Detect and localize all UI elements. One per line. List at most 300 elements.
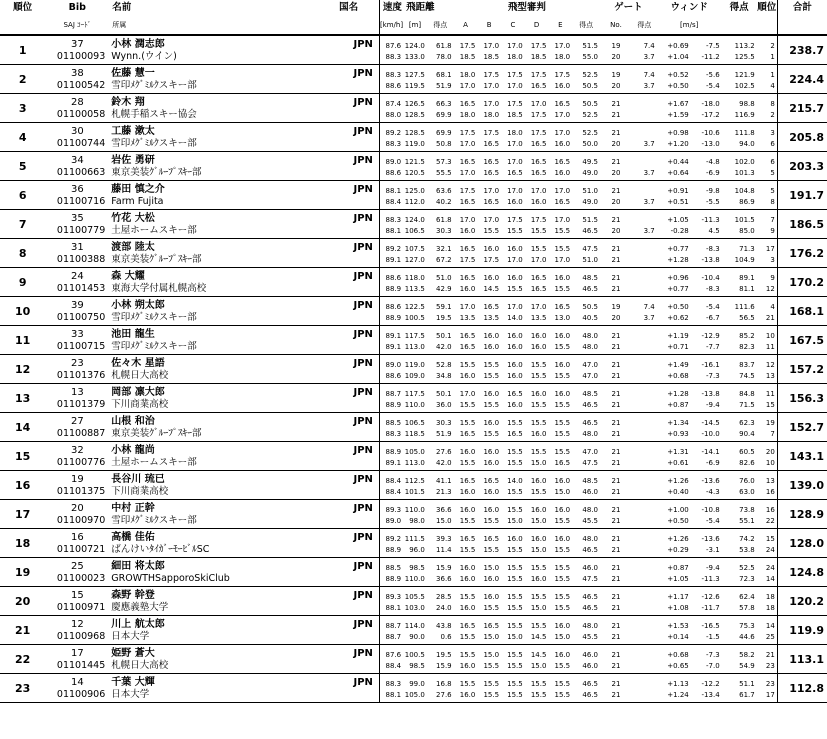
- dist-cell: 98.5: [403, 659, 427, 674]
- nation-cell: JPN: [353, 387, 373, 398]
- judge-d-cell: 15.5: [530, 419, 547, 427]
- gate-pts-cell: [632, 471, 657, 486]
- club-cell: Wynn.(ウイン): [109, 50, 336, 65]
- speed-cell: 89.0: [379, 355, 403, 370]
- judge-pts-cell: 48.0: [582, 535, 599, 543]
- wind-pts-cell: -10.0: [691, 427, 722, 442]
- club-cell: 慶應義塾大学: [109, 601, 336, 616]
- round-pos-cell: 24: [757, 543, 778, 558]
- round-pos-cell: 18: [765, 593, 775, 601]
- judge-e-cell: 16.0: [554, 477, 571, 485]
- dist-pts-cell: 15.9: [427, 659, 454, 674]
- gate-no-cell: 21: [611, 158, 621, 166]
- wind-ms-cell: +0.91: [667, 187, 689, 195]
- judge-b-cell: 16.5: [483, 535, 500, 543]
- judge-e-cell: 15.5: [554, 448, 571, 456]
- judge-a-cell: 15.5: [454, 514, 478, 529]
- dist-cell: 106.5: [404, 419, 425, 427]
- dist-cell: 119.0: [403, 137, 427, 152]
- judge-pts-cell: 48.0: [582, 332, 599, 340]
- judge-d-cell: 16.5: [530, 274, 547, 282]
- saj-code-cell: 01100887: [45, 427, 109, 442]
- header-row-sub: [0, 16, 827, 35]
- judge-c-cell: 17.5: [507, 71, 523, 79]
- judge-c-cell: 18.0: [507, 129, 523, 137]
- round-pos-cell: 21: [757, 311, 778, 326]
- wind-ms-cell: +0.40: [657, 485, 691, 500]
- judge-c-cell: 16.5: [507, 390, 523, 398]
- wind-pts-cell: -11.3: [691, 572, 722, 587]
- round-pts-cell: 57.8: [722, 601, 757, 616]
- round-pos-cell: 6: [757, 137, 778, 152]
- judge-c-cell: 15.5: [501, 543, 525, 558]
- header-gate: ゲート: [614, 2, 643, 14]
- total-score: 168.1: [777, 297, 827, 326]
- judge-e-cell: 17.0: [548, 108, 572, 123]
- dist-pts-cell: 67.2: [427, 253, 454, 268]
- speed-cell: 89.1: [379, 253, 403, 268]
- judge-a-cell: 16.0: [454, 601, 478, 616]
- round-pos-cell: 13: [765, 477, 775, 485]
- judge-a-cell: 17.5: [454, 253, 478, 268]
- gate-pts-cell: [632, 268, 657, 283]
- judge-e-cell: 16.0: [554, 535, 571, 543]
- nation-cell: JPN: [353, 416, 373, 427]
- gate-pts-cell: [632, 529, 657, 544]
- wind-ms-cell: +0.71: [657, 340, 691, 355]
- gate-no-cell: 19: [611, 303, 621, 311]
- bib-cell: 39: [70, 300, 84, 311]
- wind-pts-cell: -11.7: [691, 601, 722, 616]
- dist-cell: 120.5: [403, 166, 427, 181]
- table-row: [0, 572, 827, 587]
- header-judge-pts: 得点: [572, 16, 600, 35]
- speed-cell: 88.1: [379, 688, 403, 703]
- judge-c-cell: 15.5: [501, 659, 525, 674]
- round-pts-cell: 101.5: [734, 216, 755, 224]
- gate-pts-cell: [632, 340, 657, 355]
- gate-no-cell: 21: [600, 572, 632, 587]
- dist-pts-cell: 0.6: [427, 630, 454, 645]
- total-score: 167.5: [777, 326, 827, 355]
- dist-pts-cell: 43.8: [436, 622, 452, 630]
- judge-b-cell: 16.5: [483, 477, 500, 485]
- nation-cell: JPN: [353, 68, 373, 79]
- saj-code-cell: 01100906: [45, 688, 109, 703]
- round-pos-cell: 18: [757, 601, 778, 616]
- dist-pts-cell: 30.3: [427, 224, 454, 239]
- wind-ms-cell: +0.51: [657, 195, 691, 210]
- round-pos-cell: 1: [757, 50, 778, 65]
- gate-no-cell: 21: [600, 514, 632, 529]
- judge-c-cell: 14.0: [501, 311, 525, 326]
- table-row: [0, 413, 827, 428]
- round-pos-cell: 25: [757, 630, 778, 645]
- judge-a-cell: 17.0: [454, 137, 478, 152]
- judge-b-cell: 17.0: [483, 100, 500, 108]
- dist-pts-cell: 61.8: [436, 42, 452, 50]
- judge-pts-cell: 48.5: [582, 274, 599, 282]
- judge-d-cell: 16.0: [530, 535, 547, 543]
- rank-cell: 21: [0, 616, 45, 645]
- judge-b-cell: 16.5: [477, 166, 501, 181]
- header-sub-blank-4: [757, 16, 778, 35]
- table-row: [0, 645, 827, 660]
- dist-cell: 98.0: [403, 514, 427, 529]
- round-pos-cell: 15: [757, 398, 778, 413]
- speed-cell: 88.3: [379, 137, 403, 152]
- wind-ms-cell: +0.87: [667, 564, 689, 572]
- bib-cell: 28: [70, 97, 84, 108]
- speed-cell: 89.3: [379, 500, 403, 515]
- judge-c-cell: 16.5: [501, 427, 525, 442]
- rank-cell: 22: [0, 645, 45, 674]
- wind-ms-cell: +1.00: [667, 506, 689, 514]
- judge-pts-cell: 51.5: [582, 216, 599, 224]
- judge-pts-cell: 48.0: [582, 622, 599, 630]
- rank-cell: 19: [0, 558, 45, 587]
- gate-pts-cell: 3.7: [632, 79, 657, 94]
- dist-cell: 128.5: [404, 129, 425, 137]
- saj-code-cell: 01100715: [45, 340, 109, 355]
- nation-cell: JPN: [353, 532, 373, 543]
- rank-cell: 7: [0, 210, 45, 239]
- judge-e-cell: 17.0: [548, 253, 572, 268]
- round-pos-cell: 10: [765, 332, 775, 340]
- round-pts-cell: 75.3: [739, 622, 755, 630]
- judge-e-cell: 15.5: [548, 340, 572, 355]
- judge-d-cell: 15.5: [530, 361, 547, 369]
- dist-pts-cell: 42.0: [427, 456, 454, 471]
- nation-blank: [336, 630, 379, 645]
- wind-pts-cell: -5.4: [691, 79, 722, 94]
- club-cell: 札幌日大高校: [109, 659, 336, 674]
- judge-a-cell: 17.0: [459, 303, 476, 311]
- judge-d-cell: 15.5: [525, 688, 549, 703]
- header-judge-c: C: [501, 16, 525, 35]
- judge-c-cell: 15.5: [507, 651, 523, 659]
- judge-pts-cell: 46.5: [582, 419, 599, 427]
- nation-cell: JPN: [353, 242, 373, 253]
- nation-blank: [336, 311, 379, 326]
- judge-c-cell: 15.0: [501, 630, 525, 645]
- judge-a-cell: 16.5: [454, 340, 478, 355]
- dist-pts-cell: 55.5: [427, 166, 454, 181]
- judge-b-cell: 16.0: [483, 390, 500, 398]
- judge-pts-cell: 51.5: [582, 42, 599, 50]
- wind-ms-cell: +0.77: [667, 245, 689, 253]
- judge-c-cell: 17.5: [507, 216, 523, 224]
- judge-e-cell: 16.0: [554, 390, 571, 398]
- round-pts-cell: 53.8: [722, 543, 757, 558]
- round-pts-cell: 63.0: [722, 485, 757, 500]
- round-pos-cell: 1: [770, 71, 775, 79]
- judge-d-cell: 16.0: [525, 340, 549, 355]
- judge-d-cell: 16.5: [525, 137, 549, 152]
- rank-cell: 14: [0, 413, 45, 442]
- wind-pts-cell: -9.4: [691, 398, 722, 413]
- wind-pts-cell: -9.8: [705, 187, 720, 195]
- dist-pts-cell: 24.0: [427, 601, 454, 616]
- nation-blank: [336, 514, 379, 529]
- dist-cell: 112.5: [404, 477, 425, 485]
- header-position: 順位: [757, 2, 777, 14]
- rank-cell: 11: [0, 326, 45, 355]
- wind-ms-cell: +1.17: [667, 593, 689, 601]
- dist-pts-cell: 36.6: [436, 506, 452, 514]
- judge-pts-cell: 50.5: [582, 303, 599, 311]
- total-score: 120.2: [777, 587, 827, 616]
- dist-cell: 110.0: [403, 572, 427, 587]
- round-pos-cell: 2: [757, 108, 778, 123]
- gate-no-cell: 21: [611, 419, 621, 427]
- bib-cell: 15: [70, 590, 84, 601]
- dist-pts-cell: 19.5: [427, 311, 454, 326]
- table-row: [0, 384, 827, 399]
- gate-no-cell: 20: [600, 166, 632, 181]
- round-pts-cell: 55.1: [722, 514, 757, 529]
- judge-d-cell: 15.5: [530, 622, 547, 630]
- judge-e-cell: 16.0: [548, 166, 572, 181]
- judge-d-cell: 18.5: [525, 50, 549, 65]
- judge-a-cell: 16.5: [454, 427, 478, 442]
- judge-d-cell: 16.0: [530, 506, 547, 514]
- speed-cell: 89.2: [379, 239, 403, 254]
- wind-ms-cell: +1.67: [667, 100, 689, 108]
- judge-b-cell: 16.0: [483, 332, 500, 340]
- round-pts-cell: 121.9: [734, 71, 755, 79]
- saj-code-cell: 01100776: [45, 456, 109, 471]
- header-bib: Bib: [68, 2, 86, 14]
- judge-d-cell: 15.5: [530, 448, 547, 456]
- bib-cell: 35: [70, 213, 84, 224]
- table-row: [0, 326, 827, 341]
- speed-cell: 88.9: [379, 311, 403, 326]
- dist-pts-cell: 39.3: [436, 535, 452, 543]
- judge-d-cell: 16.0: [530, 332, 547, 340]
- gate-no-cell: 21: [611, 274, 621, 282]
- judge-d-cell: 17.0: [530, 187, 547, 195]
- table-row: [0, 35, 827, 50]
- club-cell: Farm Fujita: [109, 195, 336, 210]
- judge-pts-cell: 50.5: [572, 79, 600, 94]
- gate-pts-cell: [632, 587, 657, 602]
- nation-blank: [336, 398, 379, 413]
- club-cell: 土屋ホームスキー部: [109, 224, 336, 239]
- judge-a-cell: 16.0: [454, 282, 478, 297]
- saj-code-cell: 01100058: [45, 108, 109, 123]
- nation-blank: [336, 456, 379, 471]
- nation-cell: JPN: [353, 561, 373, 572]
- judge-b-cell: 13.5: [477, 311, 501, 326]
- judge-pts-cell: 47.5: [582, 245, 599, 253]
- judge-d-cell: 15.5: [530, 564, 547, 572]
- saj-code-cell: 01100388: [45, 253, 109, 268]
- gate-pts-cell: [632, 601, 657, 616]
- bib-cell: 31: [70, 242, 84, 253]
- judge-d-cell: 16.0: [525, 572, 549, 587]
- gate-pts-cell: [632, 456, 657, 471]
- header-m: [m]: [403, 16, 427, 35]
- speed-cell: 87.6: [379, 35, 403, 50]
- speed-cell: 89.2: [379, 529, 403, 544]
- gate-pts-cell: 3.7: [632, 224, 657, 239]
- judge-b-cell: 16.0: [483, 593, 500, 601]
- round-pos-cell: 16: [757, 485, 778, 500]
- wind-pts-cell: -5.4: [705, 303, 720, 311]
- wind-ms-cell: +0.93: [657, 427, 691, 442]
- nation-cell: JPN: [353, 329, 373, 340]
- gate-pts-cell: 3.7: [632, 311, 657, 326]
- judge-e-cell: 15.5: [548, 543, 572, 558]
- rank-cell: 20: [0, 587, 45, 616]
- table-row: [0, 137, 827, 152]
- saj-code-cell: 01101453: [45, 282, 109, 297]
- header-sub-blank-3: [722, 16, 757, 35]
- dist-cell: 114.0: [404, 622, 425, 630]
- judge-e-cell: 17.0: [554, 129, 571, 137]
- athlete-name: 山根 和治: [111, 416, 155, 427]
- judge-pts-cell: 48.0: [572, 340, 600, 355]
- wind-ms-cell: +1.28: [657, 253, 691, 268]
- dist-pts-cell: 50.1: [436, 332, 452, 340]
- speed-cell: 88.5: [379, 558, 403, 573]
- judge-e-cell: 15.5: [548, 514, 572, 529]
- club-cell: 日本大学: [109, 688, 336, 703]
- club-cell: GROWTHSapporoSkiClub: [109, 572, 336, 587]
- round-pts-cell: 71.3: [739, 245, 755, 253]
- judge-d-cell: 15.0: [525, 659, 549, 674]
- nation-blank: [336, 108, 379, 123]
- gate-pts-cell: [632, 108, 657, 123]
- gate-pts-cell: [632, 572, 657, 587]
- round-pts-cell: 54.9: [722, 659, 757, 674]
- judge-a-cell: 16.5: [459, 332, 476, 340]
- bib-cell: 13: [70, 387, 84, 398]
- rank-cell: 4: [0, 123, 45, 152]
- wind-ms-cell: +1.05: [657, 572, 691, 587]
- club-cell: 東京美装ｸﾞﾙｰﾌﾟｽｷｰ部: [109, 427, 336, 442]
- gate-no-cell: 21: [611, 361, 621, 369]
- wind-ms-cell: +0.61: [657, 456, 691, 471]
- dist-cell: 112.0: [403, 195, 427, 210]
- saj-code-cell: 01100721: [45, 543, 109, 558]
- header-gate-pts: 得点: [632, 16, 657, 35]
- judge-a-cell: 15.5: [454, 543, 478, 558]
- wind-pts-cell: -8.3: [705, 245, 720, 253]
- nation-blank: [336, 543, 379, 558]
- judge-c-cell: 14.0: [507, 477, 523, 485]
- wind-pts-cell: -4.3: [691, 485, 722, 500]
- judge-e-cell: 15.5: [548, 601, 572, 616]
- judge-d-cell: 15.5: [525, 398, 549, 413]
- table-row: [0, 210, 827, 225]
- gate-pts-cell: 7.4: [643, 71, 655, 79]
- table-row: [0, 108, 827, 123]
- wind-pts-cell: -14.5: [701, 419, 720, 427]
- speed-cell: 88.9: [379, 442, 403, 457]
- round-pts-cell: 60.5: [739, 448, 755, 456]
- athlete-name: 小林 龍尚: [111, 445, 155, 456]
- wind-ms-cell: +0.77: [657, 282, 691, 297]
- athlete-name: 工藤 漱太: [111, 126, 155, 137]
- gate-no-cell: 21: [600, 543, 632, 558]
- dist-pts-cell: 52.8: [436, 361, 452, 369]
- dist-cell: 99.0: [409, 680, 425, 688]
- judge-b-cell: 18.0: [477, 108, 501, 123]
- athlete-name: 細田 将太郎: [111, 561, 165, 572]
- round-pos-cell: 2: [770, 42, 775, 50]
- club-cell: 下川商業高校: [109, 398, 336, 413]
- judge-d-cell: 16.5: [530, 158, 547, 166]
- judge-pts-cell: 48.5: [582, 477, 599, 485]
- rank-cell: 2: [0, 65, 45, 94]
- judge-e-cell: 17.5: [554, 71, 571, 79]
- judge-d-cell: 13.5: [525, 311, 549, 326]
- round-pts-cell: 81.1: [722, 282, 757, 297]
- judge-d-cell: 15.5: [525, 224, 549, 239]
- wind-ms-cell: +0.65: [657, 659, 691, 674]
- gate-no-cell: 20: [600, 195, 632, 210]
- judge-d-cell: 15.0: [525, 601, 549, 616]
- table-row: [0, 500, 827, 515]
- judge-a-cell: 15.5: [454, 630, 478, 645]
- judge-a-cell: 15.5: [459, 593, 476, 601]
- judge-e-cell: 15.5: [554, 245, 571, 253]
- round-pts-cell: 74.5: [722, 369, 757, 384]
- judge-c-cell: 16.0: [501, 398, 525, 413]
- table-row: [0, 630, 827, 645]
- speed-cell: 89.2: [379, 123, 403, 138]
- judge-a-cell: 16.0: [459, 506, 476, 514]
- saj-code-cell: 01100023: [45, 572, 109, 587]
- judge-d-cell: 15.5: [530, 245, 547, 253]
- speed-cell: 88.7: [379, 384, 403, 399]
- judge-d-cell: 17.5: [530, 216, 547, 224]
- dist-cell: 119.5: [403, 79, 427, 94]
- nation-blank: [336, 137, 379, 152]
- speed-cell: 88.7: [379, 616, 403, 631]
- wind-pts-cell: -12.2: [701, 680, 720, 688]
- dist-cell: 96.0: [403, 543, 427, 558]
- dist-cell: 103.0: [403, 601, 427, 616]
- judge-pts-cell: 45.5: [572, 514, 600, 529]
- judge-b-cell: 16.5: [483, 158, 500, 166]
- judge-c-cell: 16.0: [507, 361, 523, 369]
- dist-pts-cell: 27.6: [427, 688, 454, 703]
- saj-code-cell: 01100542: [45, 79, 109, 94]
- judge-b-cell: 18.5: [477, 50, 501, 65]
- judge-pts-cell: 46.0: [582, 651, 599, 659]
- bib-cell: 34: [70, 155, 84, 166]
- athlete-name: 小林 朔太郎: [111, 300, 165, 311]
- judge-a-cell: 16.0: [454, 659, 478, 674]
- bib-cell: 25: [70, 561, 84, 572]
- judge-pts-cell: 45.5: [572, 630, 600, 645]
- athlete-name: 高橋 佳佑: [111, 532, 155, 543]
- wind-ms-cell: +1.59: [657, 108, 691, 123]
- speed-cell: 88.6: [379, 297, 403, 312]
- gate-no-cell: 21: [611, 332, 621, 340]
- athlete-name: 鈴木 翔: [111, 97, 145, 108]
- wind-ms-cell: +1.34: [667, 419, 689, 427]
- judge-d-cell: 15.0: [525, 456, 549, 471]
- total-score: 238.7: [777, 35, 827, 65]
- round-pts-cell: 82.6: [722, 456, 757, 471]
- dist-cell: 113.0: [403, 456, 427, 471]
- dist-pts-cell: 32.1: [436, 245, 452, 253]
- bib-cell: 32: [70, 445, 84, 456]
